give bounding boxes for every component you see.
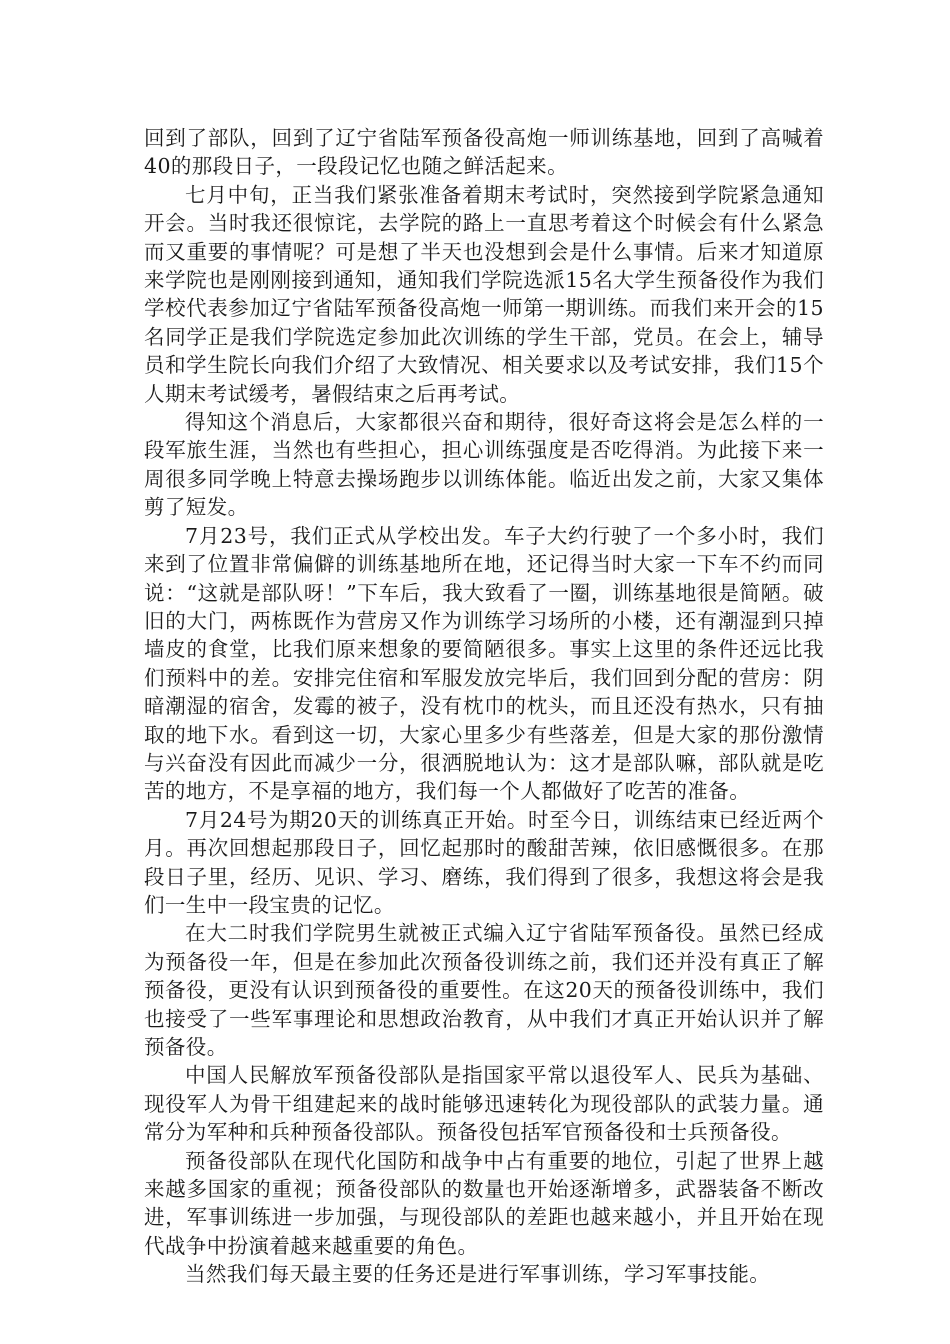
document-body (144, 124, 824, 1289)
paragraph: 预备役部队在现代化国防和战争中占有重要的地位，引起了世界上越来越多国家的重视；预备役部队的数量也开始逐渐增多，武器装备不断改进，军事训练进一步加强，与现役部队的差距也越来越小，并且开始在现代战争中扮演着越来越重要的角色。 (144, 1148, 824, 1258)
paragraph: 当然我们每天最主要的任务还是进行军事训练，学习军事技能。 (185, 1262, 771, 1287)
paragraph: 7月23号，我们正式从学校出发。车子大约行驶了一个多小时，我们来到了位置非常偏僻的训练基地所在地，还记得当时大家一下车不约而同说：“这就是部队呀！”下车后，我大致看了一圈，训练基地很是简陋。破旧的大门，两栋既作为营房又作为训练学习场所的小楼，还有潮湿到只掉墙皮的食堂，比我们原来想象的要简陋很多。事实上这里的条件还远比我们预料中的差。安排完住宿和军服发放完毕后，我们回到分配的营房：阴暗潮湿的宿舍，发霉的被子，没有枕巾的枕头，而且还没有热水，只有抽取的地下水。看到这一切，大家心里多少有些落差，但是大家的那份激情与兴奋没有因此而减少一分，很洒脱地认为：这才是部队嘛，部队就是吃苦的地方，不是享福的地方，我们每一个人都做好了吃苦的准备。 (144, 523, 824, 804)
paragraph: 7月24号为期20天的训练真正开始。时至今日，训练结束已经近两个月。再次回想起那段日子，回忆起那时的酸甜苦辣，依旧感慨很多。在那段日子里，经历、见识、学习、磨练，我们得到了很多，我想这将会是我们一生中一段宝贵的记忆。 (144, 807, 824, 917)
paragraph: 得知这个消息后，大家都很兴奋和期待，很好奇这将会是怎么样的一段军旅生涯，当然也有些担心，担心训练强度是否吃得消。为此接下来一周很多同学晚上特意去操场跑步以训练体能。临近出发之前，大家又集体剪了短发。 (144, 410, 824, 520)
paragraph: 在大二时我们学院男生就被正式编入辽宁省陆军预备役。虽然已经成为预备役一年，但是在参加此次预备役训练之前，我们还并没有真正了解预备役，更没有认识到预备役的重要性。在这20天的预备役训练中，我们也接受了一些军事理论和思想政治教育，从中我们才真正开始认识并了解预备役。 (144, 921, 824, 1059)
paragraph: 回到了部队，回到了辽宁省陆军预备役高炮一师训练基地，回到了高喊着40的那段日子，一段段记忆也随之鲜活起来。 (144, 126, 824, 179)
paragraph: 七月中旬，正当我们紧张准备着期末考试时，突然接到学院紧急通知开会。当时我还很惊诧，去学院的路上一直思考着这个时候会有什么紧急而又重要的事情呢？可是想了半天也没想到会是什么事情。后来才知道原来学院也是刚刚接到通知，通知我们学院选派15名大学生预备役作为我们学校代表参加辽宁省陆军预备役高炮一师第一期训练。而我们来开会的15名同学正是我们学院选定参加此次训练的学生干部，党员。在会上，辅导员和学生院长向我们介绍了大致情况、相关要求以及考试安排，我们15个人期末考试缓考，暑假结束之后再考试。 (144, 182, 824, 406)
paragraph: 中国人民解放军预备役部队是指国家平常以退役军人、民兵为基础、现役军人为骨干组建起来的战时能够迅速转化为现役部队的武装力量。通常分为军种和兵种预备役部队。预备役包括军官预备役和士兵预备役。 (144, 1063, 824, 1145)
